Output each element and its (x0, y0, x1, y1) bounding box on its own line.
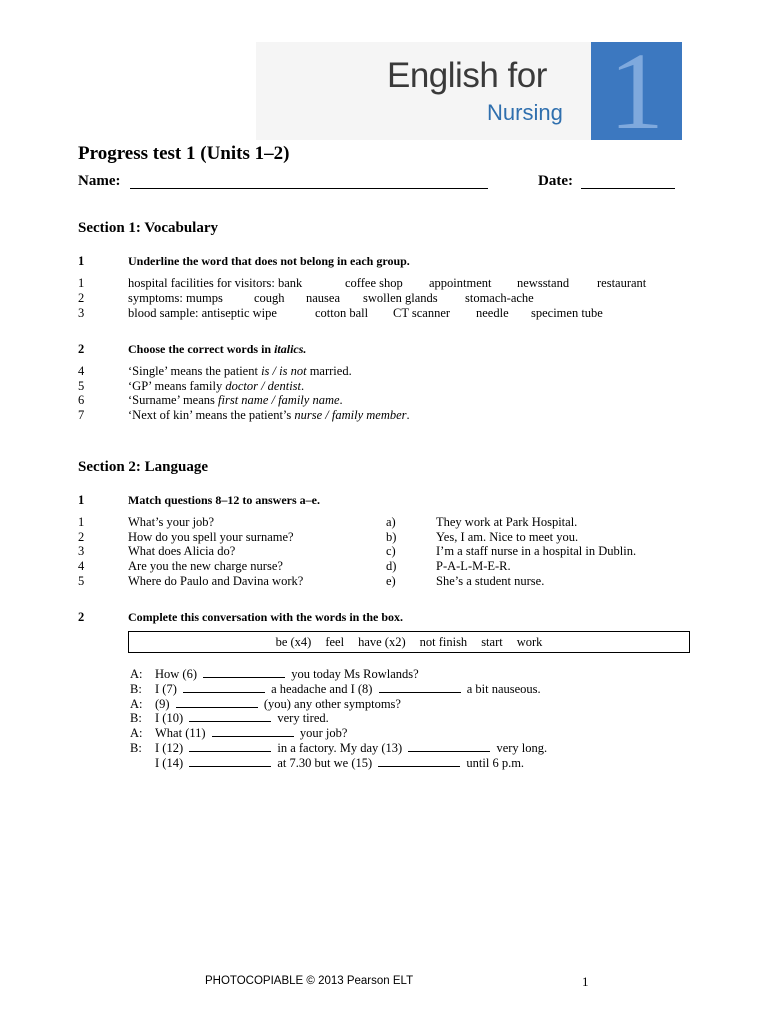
dialogue-line (155, 726, 347, 741)
section2-ex2-number: 2 (78, 610, 85, 624)
gap-blank[interactable] (183, 682, 265, 693)
item-number: 6 (78, 393, 85, 407)
instruction-italic: italics. (274, 342, 307, 356)
word-box-words (129, 635, 689, 650)
logo-number-block (591, 42, 682, 140)
sentence-choice[interactable]: first name / family name (218, 393, 340, 407)
question-number: 1 (78, 515, 85, 529)
answer-letter: a) (386, 515, 396, 529)
logo-subtitle: Nursing (487, 100, 563, 125)
dialogue-text: a bit nauseous. (463, 682, 541, 696)
item-word-option[interactable]: cough (254, 291, 285, 305)
answer-text: I’m a staff nurse in a hospital in Dublin. (436, 544, 637, 558)
item-sentence (128, 379, 304, 394)
sentence-before: ‘GP’ means family (128, 379, 226, 393)
question-text: What’s your job? (128, 515, 215, 529)
dialogue-line (155, 667, 419, 682)
item-word-option[interactable]: swollen glands (363, 291, 438, 305)
item-number: 2 (78, 291, 85, 305)
gap-blank[interactable] (378, 756, 460, 767)
speaker-label: A: (130, 667, 143, 681)
dialogue-line (155, 682, 541, 697)
dialogue-text: What (11) (155, 726, 209, 740)
dialogue-text: I (7) (155, 682, 180, 696)
sentence-after: . (301, 379, 305, 393)
name-field[interactable] (130, 188, 488, 189)
sentence-before: ‘Next of kin’ means the patient’s (128, 408, 295, 422)
gap-blank[interactable] (212, 726, 294, 737)
dialogue-text: at 7.30 but we (15) (274, 756, 376, 770)
box-word: have (x2) (358, 635, 406, 649)
gap-blank[interactable] (176, 697, 258, 708)
box-word: be (x4) (275, 635, 312, 649)
section2-heading: Section 2: Language (78, 459, 209, 475)
question-number: 3 (78, 544, 85, 558)
item-word-option[interactable]: specimen tube (531, 306, 603, 320)
dialogue-text: I (10) (155, 711, 187, 725)
logo-number: 1 (609, 42, 664, 140)
question-number: 2 (78, 530, 85, 544)
logo-title: English for (387, 56, 547, 95)
date-label: Date: (538, 173, 573, 189)
answer-letter: d) (386, 559, 397, 573)
dialogue-text: I (14) (155, 756, 187, 770)
item-number: 3 (78, 306, 85, 320)
date-field[interactable] (581, 188, 675, 189)
item-word-option[interactable]: cotton ball (315, 306, 369, 320)
item-number: 4 (78, 364, 85, 378)
dialogue-line (155, 697, 401, 712)
dialogue-text: you today Ms Rowlands? (288, 667, 419, 681)
sentence-choice[interactable]: is / is not (261, 364, 307, 378)
section2-ex2-instruction: Complete this conversation with the words in the box. (128, 610, 403, 624)
answer-letter: b) (386, 530, 397, 544)
answer-text: Yes, I am. Nice to meet you. (436, 530, 579, 544)
dialogue-text: very long. (493, 741, 548, 755)
dialogue-text: a headache and I (8) (268, 682, 376, 696)
item-word-option[interactable]: restaurant (597, 276, 647, 290)
answer-letter: e) (386, 574, 396, 588)
sentence-before: ‘Single’ means the patient (128, 364, 262, 378)
question-number: 5 (78, 574, 85, 588)
item-word-option[interactable]: CT scanner (393, 306, 451, 320)
dialogue-text: in a factory. My day (13) (274, 741, 406, 755)
item-word-option[interactable]: needle (476, 306, 509, 320)
sentence-choice[interactable]: doctor / dentist (225, 379, 302, 393)
answer-text: They work at Park Hospital. (436, 515, 578, 529)
gap-blank[interactable] (189, 711, 271, 722)
question-text: Are you the new charge nurse? (128, 559, 283, 573)
word-box (128, 631, 690, 653)
instruction-text: Choose the correct words in (128, 342, 272, 356)
gap-blank[interactable] (189, 756, 271, 767)
question-text: What does Alicia do? (128, 544, 236, 558)
dialogue-text: very tired. (274, 711, 329, 725)
dialogue-text: (you) any other symptoms? (260, 697, 401, 711)
gap-blank[interactable] (189, 741, 271, 752)
item-word-option[interactable]: coffee shop (345, 276, 403, 290)
sentence-choice[interactable]: nurse / family member (294, 408, 407, 422)
speaker-label: B: (130, 682, 142, 696)
question-text: Where do Paulo and Davina work? (128, 574, 304, 588)
question-number: 4 (78, 559, 85, 573)
item-word-option[interactable]: nausea (306, 291, 341, 305)
item-word-option[interactable]: newsstand (517, 276, 570, 290)
section1-ex1-instruction: Underline the word that does not belong in each group. (128, 254, 410, 268)
dialogue-text: (9) (155, 697, 173, 711)
dialogue-line (155, 741, 547, 756)
speaker-label: B: (130, 741, 142, 755)
speaker-label: A: (130, 697, 143, 711)
gap-blank[interactable] (203, 667, 285, 678)
item-lead: hospital facilities for visitors: bank (128, 276, 303, 290)
item-number: 1 (78, 276, 85, 290)
dialogue-text: your job? (296, 726, 348, 740)
item-number: 5 (78, 379, 85, 393)
box-word: work (516, 635, 543, 649)
speaker-label: B: (130, 711, 142, 725)
name-label: Name: (78, 173, 121, 189)
footer-copyright: PHOTOCOPIABLE © 2013 Pearson ELT (205, 975, 414, 987)
box-word: feel (325, 635, 345, 649)
section2-ex1-instruction: Match questions 8–12 to answers a–e. (128, 493, 320, 507)
sentence-after: . (406, 408, 410, 422)
page-title: Progress test 1 (Units 1–2) (78, 143, 290, 164)
box-word: not finish (419, 635, 468, 649)
item-number: 7 (78, 408, 85, 422)
dialogue-line (155, 711, 329, 726)
item-word-option[interactable]: stomach-ache (465, 291, 534, 305)
section1-heading: Section 1: Vocabulary (78, 220, 219, 236)
item-lead: blood sample: antiseptic wipe (128, 306, 277, 320)
item-sentence (128, 408, 410, 423)
sentence-after: . (339, 393, 343, 407)
answer-letter: c) (386, 544, 396, 558)
sentence-before: ‘Surname’ means (128, 393, 219, 407)
item-sentence (128, 364, 352, 379)
item-word-option[interactable]: appointment (429, 276, 492, 290)
question-text: How do you spell your surname? (128, 530, 294, 544)
section2-ex1-number: 1 (78, 493, 85, 507)
box-word: start (481, 635, 503, 649)
dialogue-text: until 6 p.m. (463, 756, 525, 770)
section1-ex1-number: 1 (78, 254, 85, 268)
gap-blank[interactable] (379, 682, 461, 693)
item-sentence (128, 393, 343, 408)
answer-text: She’s a student nurse. (436, 574, 545, 588)
section1-ex2-instruction (128, 342, 306, 357)
page-number: 1 (582, 974, 589, 989)
gap-blank[interactable] (408, 741, 490, 752)
dialogue-line (155, 756, 524, 771)
section1-ex2-number: 2 (78, 342, 85, 356)
answer-text: P-A-L-M-E-R. (436, 559, 511, 573)
dialogue-text: I (12) (155, 741, 187, 755)
item-lead: symptoms: mumps (128, 291, 223, 305)
speaker-label: A: (130, 726, 143, 740)
dialogue-text: How (6) (155, 667, 201, 681)
sentence-after: married. (306, 364, 352, 378)
